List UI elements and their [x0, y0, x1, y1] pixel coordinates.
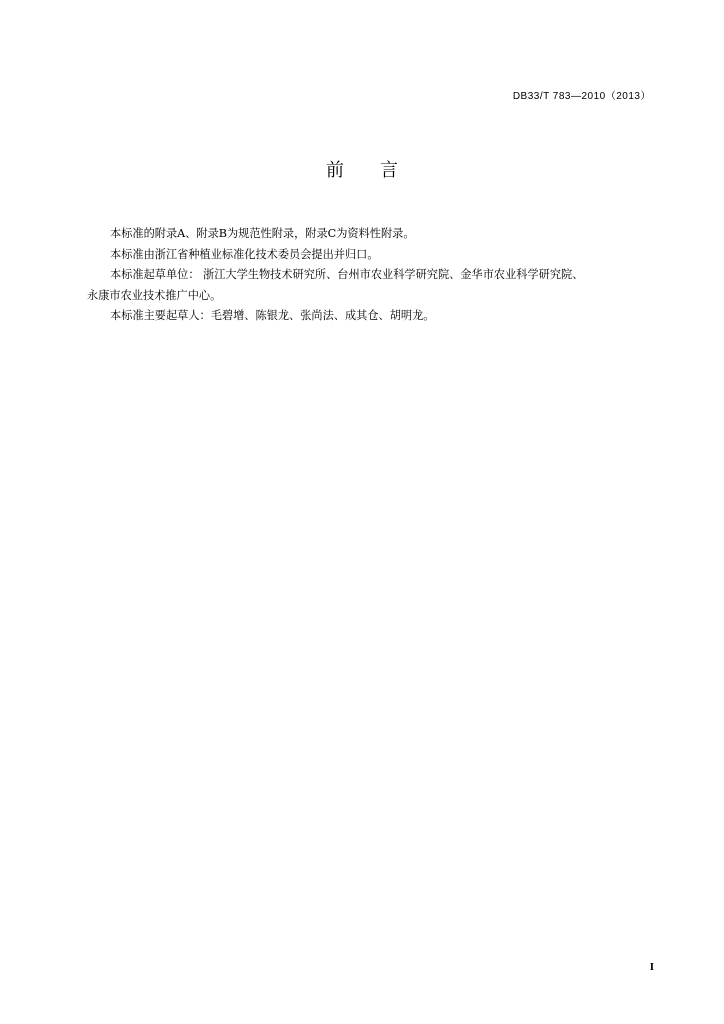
foreword-body	[87, 224, 657, 327]
paragraph-appendix-note: 本标准的附录A、附录B为规范性附录，附录C为资料性附录。	[110, 227, 415, 240]
title-char-2: 言	[380, 160, 398, 181]
paragraph-drafting-units: 本标准起草单位： 浙江大学生物技术研究所、台州市农业科学研究院、金华市农业科学研究院、	[110, 268, 584, 281]
standard-number-header: DB33/T 783—2010（2013）	[512, 91, 651, 102]
page-number: I	[649, 961, 654, 973]
paragraph-drafting-units-continued: 永康市农业技术推广中心。	[87, 288, 222, 302]
title-char-1: 前	[326, 160, 344, 181]
page-title	[0, 157, 724, 185]
paragraph-proposer: 本标准由浙江省种植业标准化技术委员会提出并归口。	[110, 247, 379, 261]
paragraph-drafters: 本标准主要起草人：毛碧增、陈银龙、张尚法、成其仓、胡明龙。	[110, 309, 435, 322]
